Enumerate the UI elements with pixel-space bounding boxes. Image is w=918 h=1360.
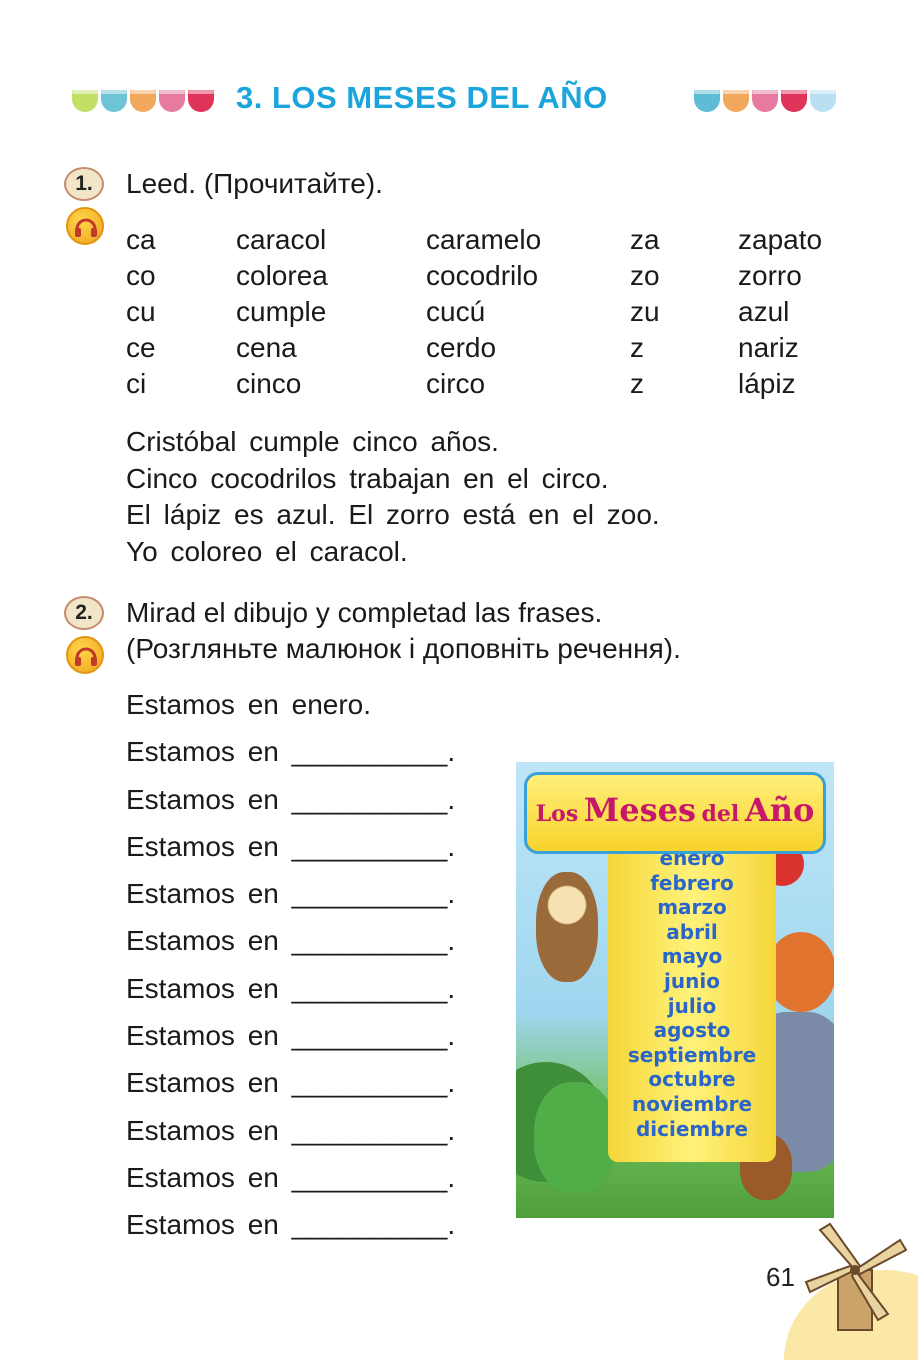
month-label: octubre <box>648 1067 736 1092</box>
month-label: enero <box>659 846 725 870</box>
word-cell: nariz <box>738 332 799 363</box>
month-label: septiembre <box>627 1042 757 1067</box>
decorative-dots-right <box>694 90 836 112</box>
month-label: agosto <box>653 1018 731 1043</box>
exercise-2-instruction-es: Mirad el dibujo y completad las frases. <box>126 597 603 628</box>
word-cell: cumple <box>236 296 327 327</box>
word-cell: lápiz <box>738 368 796 399</box>
syllable-cell: z <box>630 368 644 399</box>
syllable-cell: co <box>126 260 156 291</box>
windmill-icon <box>800 1222 910 1342</box>
title-row <box>0 78 918 122</box>
sentence: El lápiz es azul. El zorro está en el zoo. <box>126 499 660 530</box>
dot <box>101 90 127 112</box>
syllable-cell: z <box>630 332 644 363</box>
headphones-icon[interactable] <box>66 636 104 674</box>
fill-in-line[interactable]: Estamos en __________. <box>126 830 456 862</box>
word-cell: caracol <box>236 224 327 255</box>
poster-banner <box>524 772 826 854</box>
sentence: Yo coloreo el caracol. <box>126 535 408 567</box>
turtle-illustration <box>534 1082 616 1192</box>
word-cell: circo <box>426 368 486 399</box>
syllable-cell: zo <box>630 260 660 291</box>
dot <box>188 90 214 112</box>
months-poster <box>516 762 834 1218</box>
fill-in-line[interactable]: Estamos en __________. <box>126 1067 456 1099</box>
fill-in-line[interactable]: Estamos en __________. <box>126 925 456 957</box>
dot <box>159 90 185 112</box>
poster-months <box>608 846 776 1141</box>
word-cell: zorro <box>738 260 802 291</box>
fox-illustration <box>766 932 834 1012</box>
month-label: marzo <box>657 895 727 920</box>
fill-in-line[interactable]: Estamos en __________. <box>126 783 456 815</box>
fill-in-list <box>126 685 455 1253</box>
exercise-2-instruction-uk: (Розгляньте малюнок і доповніть речення). <box>126 633 681 664</box>
fill-in-line[interactable]: Estamos en __________. <box>126 1209 456 1241</box>
dot <box>781 90 807 112</box>
fill-in-line[interactable]: Estamos en __________. <box>126 736 456 768</box>
month-label: julio <box>667 993 717 1018</box>
dot <box>694 90 720 112</box>
dot <box>752 90 778 112</box>
word-cell: cerdo <box>426 332 497 363</box>
month-label: abril <box>666 919 718 944</box>
dot <box>72 90 98 112</box>
page-title: 3. LOS MESES DEL AÑO <box>236 80 608 115</box>
exercise-2-number: 2. <box>64 596 104 630</box>
dot <box>723 90 749 112</box>
month-label: noviembre <box>631 1091 753 1116</box>
syllable-cell: ci <box>126 368 147 399</box>
poster-title-los: Los <box>535 801 579 827</box>
month-label: junio <box>664 968 720 993</box>
month-label: diciembre <box>635 1116 749 1141</box>
fill-in-line: Estamos en enero. <box>126 689 372 720</box>
word-cell: cocodrilo <box>426 260 539 291</box>
owl-illustration <box>536 872 598 982</box>
syllable-cell: ce <box>126 332 156 363</box>
sentence: Cristóbal cumple cinco años. <box>126 426 499 457</box>
poster-title <box>527 791 823 829</box>
fill-in-line[interactable]: Estamos en __________. <box>126 972 456 1004</box>
word-cell: cucú <box>426 296 486 327</box>
poster-title-ano: Año <box>744 791 815 829</box>
month-label: febrero <box>650 870 734 895</box>
headphones-icon[interactable] <box>66 207 104 245</box>
reading-sentences <box>126 424 660 570</box>
word-cell: cena <box>236 332 297 363</box>
syllable-cell: za <box>630 224 660 255</box>
fill-in-line[interactable]: Estamos en __________. <box>126 1114 456 1146</box>
page-number: 61 <box>766 1262 795 1292</box>
word-cell: colorea <box>236 260 328 291</box>
syllable-cell: cu <box>126 296 156 327</box>
exercise-1-number: 1. <box>64 167 104 201</box>
word-cell: azul <box>738 296 790 327</box>
sentence: Cinco cocodrilos trabajan en el circo. <box>126 462 609 494</box>
fill-in-line[interactable]: Estamos en __________. <box>126 1161 456 1193</box>
word-cell: zapato <box>738 224 823 255</box>
decorative-dots-left <box>72 90 214 112</box>
exercise-1-instruction: Leed. (Прочитайте). <box>126 168 383 199</box>
dot <box>130 90 156 112</box>
dot <box>810 90 836 112</box>
poster-title-del: del <box>701 801 740 827</box>
syllable-cell: zu <box>630 296 660 327</box>
word-cell: caramelo <box>426 224 542 255</box>
poster-title-meses: Meses <box>583 791 696 829</box>
fill-in-line[interactable]: Estamos en __________. <box>126 878 456 910</box>
month-label: mayo <box>661 944 723 969</box>
word-cell: cinco <box>236 368 302 399</box>
syllable-cell: ca <box>126 224 156 255</box>
fill-in-line[interactable]: Estamos en __________. <box>126 1020 456 1052</box>
